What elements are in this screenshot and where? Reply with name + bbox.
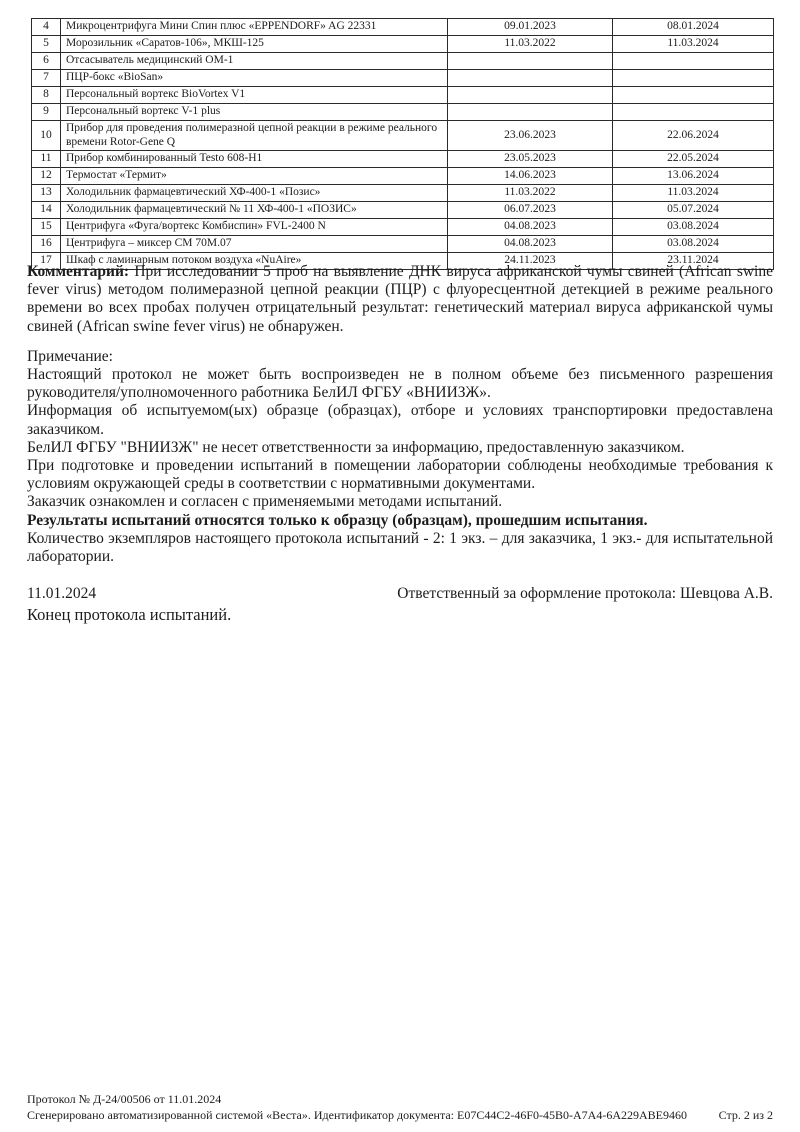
equipment-number-cell: 13 — [32, 185, 61, 202]
valid-until-date-cell — [613, 53, 774, 70]
table-row — [32, 202, 774, 219]
calibration-date-cell: 23.05.2023 — [448, 151, 613, 168]
comment-label: Комментарий: — [27, 263, 130, 280]
calibration-date-cell: 14.06.2023 — [448, 168, 613, 185]
table-row — [32, 151, 774, 168]
table-row — [32, 87, 774, 104]
protocol-date: 11.01.2024 — [27, 585, 97, 603]
end-of-protocol-line: Конец протокола испытаний. — [27, 605, 232, 625]
signature-row — [27, 585, 773, 603]
valid-until-date-cell: 22.05.2024 — [613, 151, 774, 168]
valid-until-date-cell: 03.08.2024 — [613, 236, 774, 253]
table-row — [32, 236, 774, 253]
table-row — [32, 53, 774, 70]
equipment-number-cell: 14 — [32, 202, 61, 219]
page-footer — [27, 1092, 773, 1123]
equipment-number-cell: 11 — [32, 151, 61, 168]
table-row — [32, 219, 774, 236]
note-line: Настоящий протокол не может быть воспроизведен не в полном объеме без письменного разрешения руководителя/уполномоченного работника БелИЛ ФГБУ «ВНИИЗЖ». — [27, 366, 773, 402]
calibration-date-cell — [448, 53, 613, 70]
equipment-number-cell: 7 — [32, 70, 61, 87]
calibration-date-cell — [448, 70, 613, 87]
calibration-date-cell: 11.03.2022 — [448, 36, 613, 53]
calibration-date-cell: 23.06.2023 — [448, 121, 613, 151]
table-row — [32, 36, 774, 53]
valid-until-date-cell: 22.06.2024 — [613, 121, 774, 151]
notes-title: Примечание: — [27, 347, 113, 365]
calibration-date-cell: 06.07.2023 — [448, 202, 613, 219]
valid-until-date-cell: 11.03.2024 — [613, 36, 774, 53]
table-row — [32, 168, 774, 185]
comment-text: При исследовании 5 проб на выявление ДНК вируса африканской чумы свиней (African swine fever virus) методом полимеразной цепной реакции (ПЦР) с флуоресцентной детекцией в режиме реального времени во всех пробах получен отрицательный результат: генетический материал вируса африканской чумы свиней (African swine fever virus) не обнаружен. — [27, 263, 773, 335]
equipment-name-cell: Центрифуга – миксер СМ 70М.07 — [61, 236, 448, 253]
footer-page-number: Стр. 2 из 2 — [718, 1107, 773, 1122]
results-bold-note: Результаты испытаний относятся только к образцу (образцам), прошедшим испытания. — [27, 511, 648, 529]
equipment-number-cell: 6 — [32, 53, 61, 70]
calibration-date-cell: 04.08.2023 — [448, 219, 613, 236]
equipment-name-cell: ПЦР-бокс «BioSan» — [61, 70, 448, 87]
note-line: БелИЛ ФГБУ "ВНИИЗЖ" не несет ответственности за информацию, предоставленную заказчиком. — [27, 438, 685, 456]
note-line: При подготовке и проведении испытаний в помещении лаборатории соблюдены необходимые требования к условиям окружающей среды в соответствии с нормативными документами. — [27, 457, 773, 493]
calibration-date-cell: 04.08.2023 — [448, 236, 613, 253]
equipment-name-cell: Морозильник «Саратов-106», МКШ-125 — [61, 36, 448, 53]
equipment-name-cell: Холодильник фармацевтический ХФ-400-1 «Позис» — [61, 185, 448, 202]
equipment-number-cell: 16 — [32, 236, 61, 253]
equipment-number-cell: 5 — [32, 36, 61, 53]
notes-block — [27, 348, 773, 566]
equipment-number-cell: 10 — [32, 121, 61, 151]
table-row — [32, 19, 774, 36]
calibration-date-cell — [448, 87, 613, 104]
valid-until-date-cell: 11.03.2024 — [613, 185, 774, 202]
valid-until-date-cell — [613, 87, 774, 104]
calibration-date-cell: 09.01.2023 — [448, 19, 613, 36]
footer-second-row — [27, 1108, 773, 1124]
valid-until-date-cell: 05.07.2024 — [613, 202, 774, 219]
table-row — [32, 104, 774, 121]
footer-protocol-number: Протокол № Д-24/00506 от 11.01.2024 — [27, 1092, 222, 1106]
document-body — [27, 263, 773, 625]
valid-until-date-cell: 03.08.2024 — [613, 219, 774, 236]
calibration-date-cell: 11.03.2022 — [448, 185, 613, 202]
note-line: Информация об испытуемом(ых) образце (образцах), отборе и условиях транспортировки предоставлена заказчиком. — [27, 402, 773, 438]
calibration-date-cell — [448, 104, 613, 121]
valid-until-date-cell: 08.01.2024 — [613, 19, 774, 36]
equipment-name-cell: Отсасыватель медицинский ОМ-1 — [61, 53, 448, 70]
equipment-number-cell: 15 — [32, 219, 61, 236]
responsible-person: Ответственный за оформление протокола: Шевцова А.В. — [397, 585, 773, 603]
valid-until-date-cell: 23.11.2024 — [613, 253, 774, 270]
equipment-number-cell: 17 — [32, 253, 61, 270]
equipment-name-cell: Шкаф с ламинарным потоком воздуха «NuAire» — [61, 253, 448, 270]
valid-until-date-cell: 13.06.2024 — [613, 168, 774, 185]
equipment-name-cell: Прибор комбинированный Testo 608-H1 — [61, 151, 448, 168]
equipment-name-cell: Центрифуга «Фуга/вортекс Комбиспин» FVL-2400 N — [61, 219, 448, 236]
footer-generated-line: Сгенерировано автоматизированной системой «Веста». Идентификатор документа: E07C44C2-46F0-45B0-A7A4-6A229ABE9460 — [27, 1107, 687, 1122]
equipment-number-cell: 9 — [32, 104, 61, 121]
equipment-name-cell: Микроцентрифуга Мини Спин плюс «EPPENDORF» AG 22331 — [61, 19, 448, 36]
equipment-name-cell: Персональный вортекс BioVortex V1 — [61, 87, 448, 104]
table-row — [32, 70, 774, 87]
equipment-table — [31, 18, 774, 270]
note-line: Заказчик ознакомлен и согласен с применяемыми методами испытаний. — [27, 493, 503, 511]
equipment-name-cell: Прибор для проведения полимеразной цепной реакции в режиме реального времени Rotor-Gene Q — [61, 121, 448, 151]
valid-until-date-cell — [613, 70, 774, 87]
equipment-name-cell: Термостат «Термит» — [61, 168, 448, 185]
equipment-name-cell: Персональный вортекс V-1 plus — [61, 104, 448, 121]
valid-until-date-cell — [613, 104, 774, 121]
equipment-number-cell: 12 — [32, 168, 61, 185]
equipment-number-cell: 8 — [32, 87, 61, 104]
equipment-name-cell: Холодильник фармацевтический № 11 ХФ-400-1 «ПОЗИС» — [61, 202, 448, 219]
comment-paragraph — [27, 263, 773, 336]
table-row — [32, 185, 774, 202]
calibration-date-cell: 24.11.2023 — [448, 253, 613, 270]
copies-note: Количество экземпляров настоящего протокола испытаний - 2: 1 экз. – для заказчика, 1 экз.- для испытательной лаборатории. — [27, 529, 773, 566]
equipment-number-cell: 4 — [32, 19, 61, 36]
table-row — [32, 121, 774, 151]
